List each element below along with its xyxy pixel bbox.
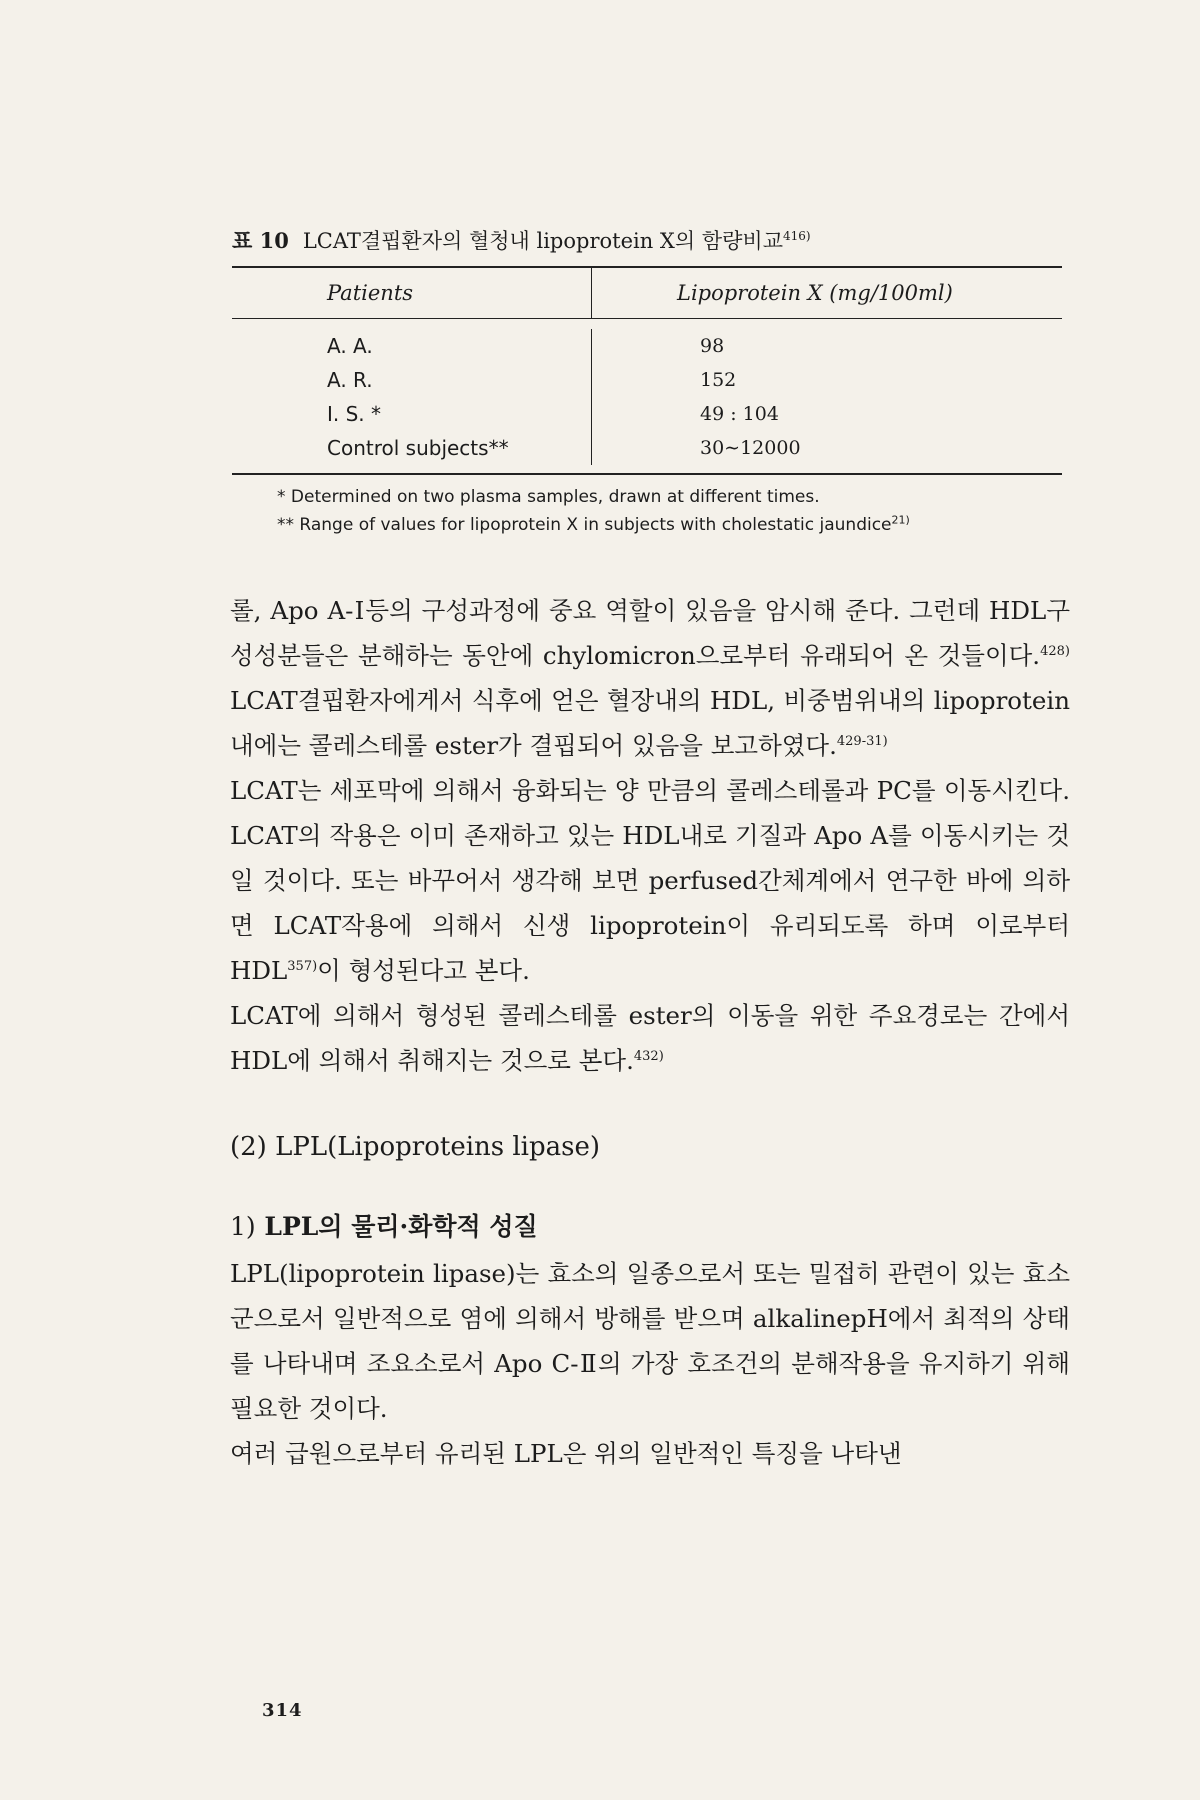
table-footnote-2-text: ** Range of values for lipoprotein X in subjects with cholestatic jaundice [277, 515, 892, 535]
table-caption [232, 226, 1062, 256]
section-heading: (2) LPL(Lipoproteins lipase) [230, 1132, 601, 1162]
row-patient: I. S. * [232, 397, 592, 431]
paragraph-4: LPL(lipoprotein lipase)는 효소의 일종으로서 또는 밀접히 관련이 있는 효소군으로서 일반적으로 염에 의해서 방해를 받으며 alkalinepH에서 최적의 상태를 나타내며 조요소로서 Apo C-Ⅱ의 가장 호조건의 분해작용을 유지하기 위해 필요한 것이다. [230, 1259, 1070, 1423]
row-patient: A. R. [232, 363, 592, 397]
table-body [232, 319, 1062, 473]
row-value: 30∼12000 [700, 437, 801, 459]
body-text [230, 588, 1070, 1476]
row-value: 152 [700, 369, 737, 391]
row-value: 49 : 104 [700, 403, 779, 425]
paragraph-3 [230, 993, 1070, 1083]
header-patients: Patients [232, 268, 592, 318]
paragraph-5: 여러 급원으로부터 유리된 LPL은 위의 일반적인 특징을 나타낸 [230, 1439, 902, 1468]
table-footnotes [232, 475, 1062, 539]
header-lipoprotein-x: Lipoprotein X (mg/100ml) [677, 281, 953, 305]
table-footnote-2-ref: 21) [891, 513, 910, 527]
paragraph-3-text: LCAT에 의해서 형성된 콜레스테롤 ester의 이동을 위한 주요경로는 간에서 HDL에 의해서 취해지는 것으로 본다. [230, 1001, 1070, 1075]
row-patient: Control subjects** [232, 431, 592, 465]
table-row [232, 329, 1062, 363]
row-patient: A. A. [232, 329, 592, 363]
table-caption-label: 표 10 [232, 228, 289, 253]
table-row [232, 397, 1062, 431]
paragraph-2-text: LCAT는 세포막에 의해서 융화되는 양 만큼의 콜레스테롤과 PC를 이동시킨다. LCAT의 작용은 이미 존재하고 있는 HDL내로 기질과 Apo A를 이동시키는 것일 것이다. 또는 바꾸어서 생각해 보면 perfused간체계에서 연구한 바에 의하면 LCAT작용에 의해서 신생 lipoprotein이 유리되도록 하며 이로부터 HDL [230, 776, 1070, 985]
paragraph-2 [230, 768, 1070, 993]
paragraph-1 [230, 588, 1070, 768]
paragraph-2-text-2: 이 형성된다고 본다. [317, 956, 530, 985]
table-row [232, 363, 1062, 397]
paragraph-1-text: 롤, Apo A-Ⅰ등의 구성과정에 중요 역할이 있음을 암시해 준다. 그런데 HDL구성성분들은 분해하는 동안에 chylomicron으로부터 유래되어 온 것들이다. [230, 596, 1070, 670]
subsection-heading [230, 1207, 1070, 1247]
table-caption-ref: 416) [783, 229, 811, 243]
paragraph-1-text-2: LCAT결핍환자에게서 식후에 얻은 혈장내의 HDL, 비중범위내의 lipoprotein내에는 콜레스테롤 ester가 결핍되어 있음을 보고하였다. [230, 686, 1070, 760]
paragraph-1-ref-1: 428) [1040, 643, 1070, 659]
paragraph-3-ref: 432) [633, 1048, 664, 1064]
row-value: 98 [700, 335, 725, 357]
table-footnote-1: * Determined on two plasma samples, drawn at different times. [277, 487, 820, 507]
subsection-title: LPL의 물리·화학적 성질 [264, 1212, 538, 1241]
subsection-number: 1) [230, 1212, 256, 1241]
table-row [232, 431, 1062, 465]
page-number: 314 [262, 1700, 303, 1721]
table-header-row [232, 268, 1062, 318]
lipoprotein-table [232, 226, 1062, 539]
table-footnote-2 [277, 511, 1062, 539]
paragraph-2-ref: 357) [287, 958, 318, 974]
paragraph-1-ref-2: 429-31) [836, 733, 888, 749]
table-caption-text: LCAT결핍환자의 혈청내 lipoprotein X의 함량비교 [302, 229, 783, 253]
